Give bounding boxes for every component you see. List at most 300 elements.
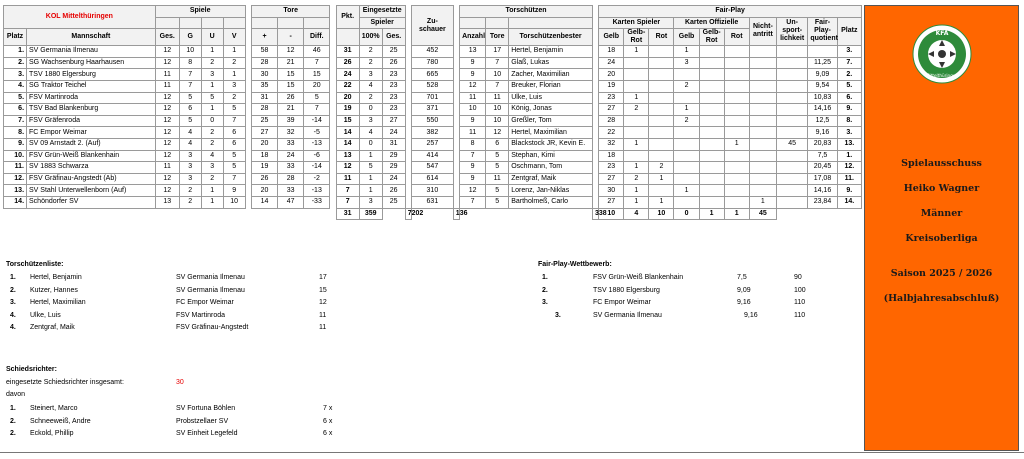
- totals-row: [4, 208, 862, 220]
- scorer-name: Ulke, Luis: [30, 311, 61, 319]
- cell-plus: 27: [251, 127, 277, 139]
- referee-name: Steinert, Marco: [30, 405, 78, 412]
- referee-rank: 2.: [10, 417, 16, 425]
- cell-v: 6: [223, 138, 245, 150]
- cell-minus: 33: [278, 162, 304, 174]
- scorer-team: FSV Martinroda: [176, 311, 226, 319]
- cell-fp-platz: 7.: [837, 57, 861, 69]
- cell-gelbrot: [624, 57, 649, 69]
- cell-gelbrot: [624, 115, 649, 127]
- cell-zuschauer: 382: [411, 127, 453, 139]
- table-row: [4, 185, 862, 197]
- lower-section: [3, 255, 862, 451]
- header-mannschaft: Mannschaft: [27, 29, 156, 46]
- cell-p100: 2: [359, 57, 382, 69]
- cell-plus: 31: [251, 92, 277, 104]
- cell-ogelb: 1: [674, 185, 699, 197]
- scorer-team: SV Germania Ilmenau: [176, 286, 245, 294]
- header-gelb2: Gelb: [674, 29, 699, 46]
- cell-platz: 11.: [4, 162, 27, 174]
- fairplay-rank: 1.: [542, 274, 548, 281]
- cell-p100: 1: [359, 150, 382, 162]
- cell-gelb: 27: [599, 196, 624, 208]
- header-gelb: Gelb: [599, 29, 624, 46]
- cell-p100: 3: [359, 69, 382, 81]
- cell-u: 1: [201, 185, 223, 197]
- cell-diff: 7: [304, 104, 330, 116]
- cell-gelb: 18: [599, 46, 624, 58]
- cell-ogelbrot: [699, 57, 724, 69]
- cell-anzahl: 12: [460, 185, 486, 197]
- cell-tore: 10: [486, 115, 509, 127]
- cell-rot: 1: [649, 173, 674, 185]
- cell-plus: 30: [251, 69, 277, 81]
- cell-anzahl: 9: [460, 162, 486, 174]
- cell-fp-platz: 6.: [837, 92, 861, 104]
- cell-diff: 15: [304, 69, 330, 81]
- header-u: U: [201, 29, 223, 46]
- cell-pkt: 13: [336, 150, 359, 162]
- cell-nichtantritt: [749, 162, 776, 174]
- cell-zuschauer: 665: [411, 69, 453, 81]
- cell-plus: 28: [251, 57, 277, 69]
- cell-pkt: 12: [336, 162, 359, 174]
- header-g: G: [179, 29, 201, 46]
- cell-bester: Hertel, Benjamin: [509, 46, 593, 58]
- table-row: [4, 162, 862, 174]
- fairplay-points: 100: [794, 286, 806, 294]
- cell-ges: 12: [155, 127, 179, 139]
- cell-pkt: 14: [336, 138, 359, 150]
- cell-unsport: [776, 57, 807, 69]
- cell-minus: 21: [278, 57, 304, 69]
- cell-rot: [649, 127, 674, 139]
- cell-pkt: 22: [336, 80, 359, 92]
- league-title: KOL Mittelthüringen: [4, 6, 156, 29]
- cell-rot: 2: [649, 162, 674, 174]
- table-row: [4, 46, 862, 58]
- referees-title: Schiedsrichter:: [6, 366, 57, 373]
- cell-g: 2: [179, 185, 201, 197]
- cell-ogelbrot: [699, 69, 724, 81]
- total-rot: 4: [624, 208, 649, 220]
- cell-unsport: [776, 173, 807, 185]
- cell-orot: [724, 92, 749, 104]
- scorer-rank: 4.: [10, 311, 16, 319]
- cell-pges: 26: [382, 57, 405, 69]
- cell-bester: König, Jonas: [509, 104, 593, 116]
- cell-tore: 7: [486, 80, 509, 92]
- cell-u: 3: [201, 69, 223, 81]
- table-row: [4, 92, 862, 104]
- cell-anzahl: 9: [460, 115, 486, 127]
- referee-rank: 2.: [10, 430, 16, 437]
- cell-v: 9: [223, 185, 245, 197]
- cell-ges: 12: [155, 138, 179, 150]
- scorer-team: FSV Gräfinau-Angstedt: [176, 324, 249, 331]
- cell-nichtantritt: [749, 57, 776, 69]
- scorer-name: Zentgraf, Maik: [30, 324, 75, 331]
- cell-p100: 3: [359, 196, 382, 208]
- cell-ogelb: [674, 150, 699, 162]
- cell-plus: 14: [251, 196, 277, 208]
- cell-ogelbrot: [699, 92, 724, 104]
- cell-bester: Bartholmeß, Carlo: [509, 196, 593, 208]
- cell-p100: 2: [359, 92, 382, 104]
- cell-ogelb: [674, 196, 699, 208]
- cell-gelbrot: 1: [624, 196, 649, 208]
- header-torschuetzen: Torschützen: [460, 6, 593, 18]
- cell-pges: 24: [382, 173, 405, 185]
- cell-rot: [649, 138, 674, 150]
- cell-u: 0: [201, 115, 223, 127]
- cell-minus: 12: [278, 46, 304, 58]
- cell-orot: [724, 196, 749, 208]
- cell-tore: 5: [486, 185, 509, 197]
- cell-ges: 13: [155, 196, 179, 208]
- header-karten-spieler: Karten Spieler: [599, 17, 674, 29]
- cell-u: 3: [201, 162, 223, 174]
- cell-ogelbrot: [699, 185, 724, 197]
- cell-gelb: 30: [599, 185, 624, 197]
- cell-unsport: [776, 69, 807, 81]
- cell-unsport: [776, 127, 807, 139]
- cell-gelb: 28: [599, 115, 624, 127]
- cell-platz: 7.: [4, 115, 27, 127]
- cell-v: 1: [223, 69, 245, 81]
- cell-fp-platz: 3.: [837, 46, 861, 58]
- table-row: [4, 173, 862, 185]
- cell-pges: 31: [382, 138, 405, 150]
- referees-total-label: eingesetzte Schiedsrichter insgesamt:: [6, 379, 124, 386]
- cell-unsport: [776, 196, 807, 208]
- referees-davon: davon: [6, 391, 26, 398]
- header-pkt: Pkt.: [336, 6, 359, 29]
- cell-nichtantritt: [749, 69, 776, 81]
- scorer-goals: 11: [319, 311, 327, 319]
- cell-diff: -5: [304, 127, 330, 139]
- cell-diff: 46: [304, 46, 330, 58]
- fairplay-rank: 3.: [542, 299, 548, 306]
- cell-p100: 1: [359, 185, 382, 197]
- cell-nichtantritt: [749, 115, 776, 127]
- cell-v: 5: [223, 150, 245, 162]
- cell-tore: 11: [486, 173, 509, 185]
- fairplay-quotient: 7,5: [737, 274, 747, 281]
- table-row: [4, 80, 862, 92]
- side-line-1: Spielausschuss: [901, 158, 982, 169]
- cell-bester: Oschmann, Tom: [509, 162, 593, 174]
- cell-team: Schöndorfer SV: [27, 196, 156, 208]
- cell-diff: 5: [304, 92, 330, 104]
- cell-u: 1: [201, 196, 223, 208]
- cell-nichtantritt: [749, 80, 776, 92]
- cell-bester: Ulke, Luis: [509, 92, 593, 104]
- header-minus: -: [278, 29, 304, 46]
- cell-nichtantritt: 1: [749, 196, 776, 208]
- cell-v: 7: [223, 115, 245, 127]
- side-line-2: Heiko Wagner: [903, 183, 980, 194]
- cell-quotient: 11,25: [808, 57, 837, 69]
- total-gr: 10: [599, 208, 624, 220]
- cell-zuschauer: 257: [411, 138, 453, 150]
- cell-u: 2: [201, 138, 223, 150]
- header-karten-offizielle: Karten Offizielle: [674, 17, 749, 29]
- cell-nichtantritt: [749, 92, 776, 104]
- cell-g: 2: [179, 196, 201, 208]
- cell-gelbrot: [624, 69, 649, 81]
- fairplay-points: 110: [794, 299, 806, 306]
- cell-rot: [649, 185, 674, 197]
- cell-unsport: 45: [776, 138, 807, 150]
- cell-zuschauer: 631: [411, 196, 453, 208]
- cell-minus: 21: [278, 104, 304, 116]
- cell-pkt: 31: [336, 46, 359, 58]
- referee-count: 7 x: [323, 405, 333, 412]
- cell-platz: 9.: [4, 138, 27, 150]
- cell-zuschauer: 414: [411, 150, 453, 162]
- cell-diff: 20: [304, 80, 330, 92]
- cell-u: 1: [201, 46, 223, 58]
- cell-minus: 39: [278, 115, 304, 127]
- cell-minus: 32: [278, 127, 304, 139]
- header-zuschauer: Zu-schauer: [411, 6, 453, 46]
- cell-quotient: [808, 46, 837, 58]
- cell-orot: [724, 57, 749, 69]
- cell-gelbrot: 1: [624, 185, 649, 197]
- cell-p100: 4: [359, 127, 382, 139]
- cell-zuschauer: 371: [411, 104, 453, 116]
- cell-tore: 12: [486, 127, 509, 139]
- cell-rot: [649, 115, 674, 127]
- cell-tore: 5: [486, 150, 509, 162]
- cell-plus: 19: [251, 162, 277, 174]
- cell-minus: 24: [278, 150, 304, 162]
- cell-team: SG Wachsenburg Haarhausen: [27, 57, 156, 69]
- cell-quotient: 14,16: [808, 185, 837, 197]
- cell-bester: Greßler, Tom: [509, 115, 593, 127]
- cell-fp-platz: 9.: [837, 104, 861, 116]
- cell-unsport: [776, 80, 807, 92]
- cell-orot: [724, 173, 749, 185]
- scorer-name: Hertel, Maximilian: [30, 299, 86, 306]
- cell-team: FC Empor Weimar: [27, 127, 156, 139]
- cell-plus: 25: [251, 115, 277, 127]
- cell-g: 3: [179, 150, 201, 162]
- cell-pges: 23: [382, 69, 405, 81]
- cell-p100: 0: [359, 104, 382, 116]
- cell-team: FSV Grün-Weiß Blankenhain: [27, 150, 156, 162]
- total-zus: 7202: [405, 208, 411, 220]
- cell-diff: -33: [304, 196, 330, 208]
- cell-minus: 15: [278, 80, 304, 92]
- cell-gelb: 23: [599, 92, 624, 104]
- cell-g: 3: [179, 173, 201, 185]
- cell-ogelb: [674, 127, 699, 139]
- cell-orot: [724, 185, 749, 197]
- cell-diff: -6: [304, 150, 330, 162]
- cell-anzahl: 11: [460, 92, 486, 104]
- cell-anzahl: 9: [460, 173, 486, 185]
- cell-ges: 12: [155, 57, 179, 69]
- cell-ogelb: 1: [674, 104, 699, 116]
- cell-rot: [649, 104, 674, 116]
- cell-team: SG Traktor Teichel: [27, 80, 156, 92]
- scorer-rank: 1.: [10, 274, 16, 281]
- cell-gelbrot: 1: [624, 138, 649, 150]
- cell-team: SV 09 Arnstadt 2. (Auf): [27, 138, 156, 150]
- cell-quotient: 17,08: [808, 173, 837, 185]
- cell-gelb: 24: [599, 57, 624, 69]
- cell-platz: 12.: [4, 173, 27, 185]
- cell-unsport: [776, 46, 807, 58]
- cell-platz: 4.: [4, 80, 27, 92]
- referee-count: 6 x: [323, 417, 333, 425]
- cell-ogelb: 2: [674, 115, 699, 127]
- table-row: [4, 150, 862, 162]
- cell-zuschauer: 547: [411, 162, 453, 174]
- cell-orot: [724, 104, 749, 116]
- header-plus: +: [251, 29, 277, 46]
- cell-plus: 58: [251, 46, 277, 58]
- cell-gelb: 27: [599, 173, 624, 185]
- cell-team: SV 1883 Schwarza: [27, 162, 156, 174]
- cell-pges: 29: [382, 150, 405, 162]
- cell-bester: Hertel, Maximilian: [509, 127, 593, 139]
- header-bester: Torschützenbester: [509, 29, 593, 46]
- cell-ogelbrot: [699, 104, 724, 116]
- cell-g: 3: [179, 162, 201, 174]
- scorer-goals: 11: [319, 324, 327, 331]
- cell-fp-platz: 11.: [837, 173, 861, 185]
- cell-plus: 26: [251, 173, 277, 185]
- cell-nichtantritt: [749, 185, 776, 197]
- header-eingesetzte: Eingesetzte: [359, 6, 405, 18]
- cell-p100: 1: [359, 173, 382, 185]
- cell-orot: [724, 80, 749, 92]
- header-platz: Platz: [4, 29, 27, 46]
- side-line-4: Kreisoberliga: [905, 233, 978, 244]
- cell-ogelb: [674, 162, 699, 174]
- cell-tore: 6: [486, 138, 509, 150]
- cell-minus: 26: [278, 92, 304, 104]
- cell-rot: [649, 46, 674, 58]
- cell-gelbrot: 2: [624, 173, 649, 185]
- cell-team: FSV Martinroda: [27, 92, 156, 104]
- cell-g: 4: [179, 127, 201, 139]
- cell-v: 5: [223, 162, 245, 174]
- scorers-title: Torschützenliste:: [6, 261, 64, 268]
- cell-platz: 3.: [4, 69, 27, 81]
- cell-nichtantritt: [749, 150, 776, 162]
- table-row: [4, 69, 862, 81]
- cell-pges: 26: [382, 185, 405, 197]
- fairplay-quotient: 9,16: [737, 299, 751, 306]
- cell-zuschauer: 310: [411, 185, 453, 197]
- cell-pkt: 7: [336, 196, 359, 208]
- cell-bester: Lorenz, Jan-Niklas: [509, 185, 593, 197]
- cell-diff: -2: [304, 173, 330, 185]
- cell-plus: 20: [251, 138, 277, 150]
- bottom-divider: [0, 452, 1024, 453]
- header-anzahl: Anzahl: [460, 29, 486, 46]
- cell-ges: 12: [155, 92, 179, 104]
- cell-diff: 7: [304, 57, 330, 69]
- header-fairplay: Fair-Play: [599, 6, 862, 18]
- standings-table: [3, 5, 862, 220]
- cell-v: 1: [223, 46, 245, 58]
- cell-g: 7: [179, 80, 201, 92]
- header-ges2: Ges.: [382, 29, 405, 46]
- cell-fp-platz: 8.: [837, 115, 861, 127]
- cell-tore: 5: [486, 162, 509, 174]
- fairplay-rank: 2.: [542, 286, 548, 294]
- cell-zuschauer: 780: [411, 57, 453, 69]
- cell-team: FSV Gräfenroda: [27, 115, 156, 127]
- cell-plus: 35: [251, 80, 277, 92]
- fairplay-team: TSV 1880 Elgersburg: [593, 286, 660, 294]
- cell-ogelb: [674, 138, 699, 150]
- side-panel: [864, 5, 1019, 451]
- cell-ges: 12: [155, 115, 179, 127]
- total-ogelb: 10: [649, 208, 674, 220]
- logo-top-text: KFA: [935, 30, 949, 37]
- cell-fp-platz: 12.: [837, 162, 861, 174]
- table-row: [4, 127, 862, 139]
- cell-platz: 8.: [4, 127, 27, 139]
- cell-plus: 20: [251, 185, 277, 197]
- table-row: [4, 115, 862, 127]
- cell-g: 5: [179, 115, 201, 127]
- cell-anzahl: 8: [460, 138, 486, 150]
- cell-g: 10: [179, 46, 201, 58]
- cell-ogelbrot: [699, 173, 724, 185]
- scorer-rank: 2.: [10, 286, 16, 294]
- cell-ges: 12: [155, 185, 179, 197]
- cell-unsport: [776, 92, 807, 104]
- cell-bester: Breuker, Florian: [509, 80, 593, 92]
- cell-p100: 3: [359, 115, 382, 127]
- cell-gelb: 22: [599, 127, 624, 139]
- cell-team: TSV 1880 Elgersburg: [27, 69, 156, 81]
- cell-platz: 6.: [4, 104, 27, 116]
- cell-rot: [649, 57, 674, 69]
- scorer-name: Hertel, Benjamin: [30, 274, 82, 281]
- cell-v: 7: [223, 173, 245, 185]
- cell-u: 5: [201, 92, 223, 104]
- cell-gelbrot: 2: [624, 104, 649, 116]
- cell-minus: 47: [278, 196, 304, 208]
- cell-g: 6: [179, 104, 201, 116]
- cell-orot: [724, 162, 749, 174]
- header-tore: Tore: [251, 6, 329, 18]
- cell-ogelbrot: [699, 138, 724, 150]
- header-spiele: Spiele: [155, 6, 245, 18]
- cell-v: 2: [223, 92, 245, 104]
- scorer-name: Kutzer, Hannes: [30, 286, 78, 294]
- cell-pges: 24: [382, 127, 405, 139]
- cell-pkt: 7: [336, 185, 359, 197]
- cell-quotient: 9,54: [808, 80, 837, 92]
- cell-gelbrot: 1: [624, 92, 649, 104]
- cell-platz: 5.: [4, 92, 27, 104]
- cell-pkt: 14: [336, 127, 359, 139]
- cell-v: 10: [223, 196, 245, 208]
- cell-quotient: 20,45: [808, 162, 837, 174]
- total-ogr: 0: [674, 208, 699, 220]
- cell-pkt: 11: [336, 173, 359, 185]
- cell-tore: 5: [486, 196, 509, 208]
